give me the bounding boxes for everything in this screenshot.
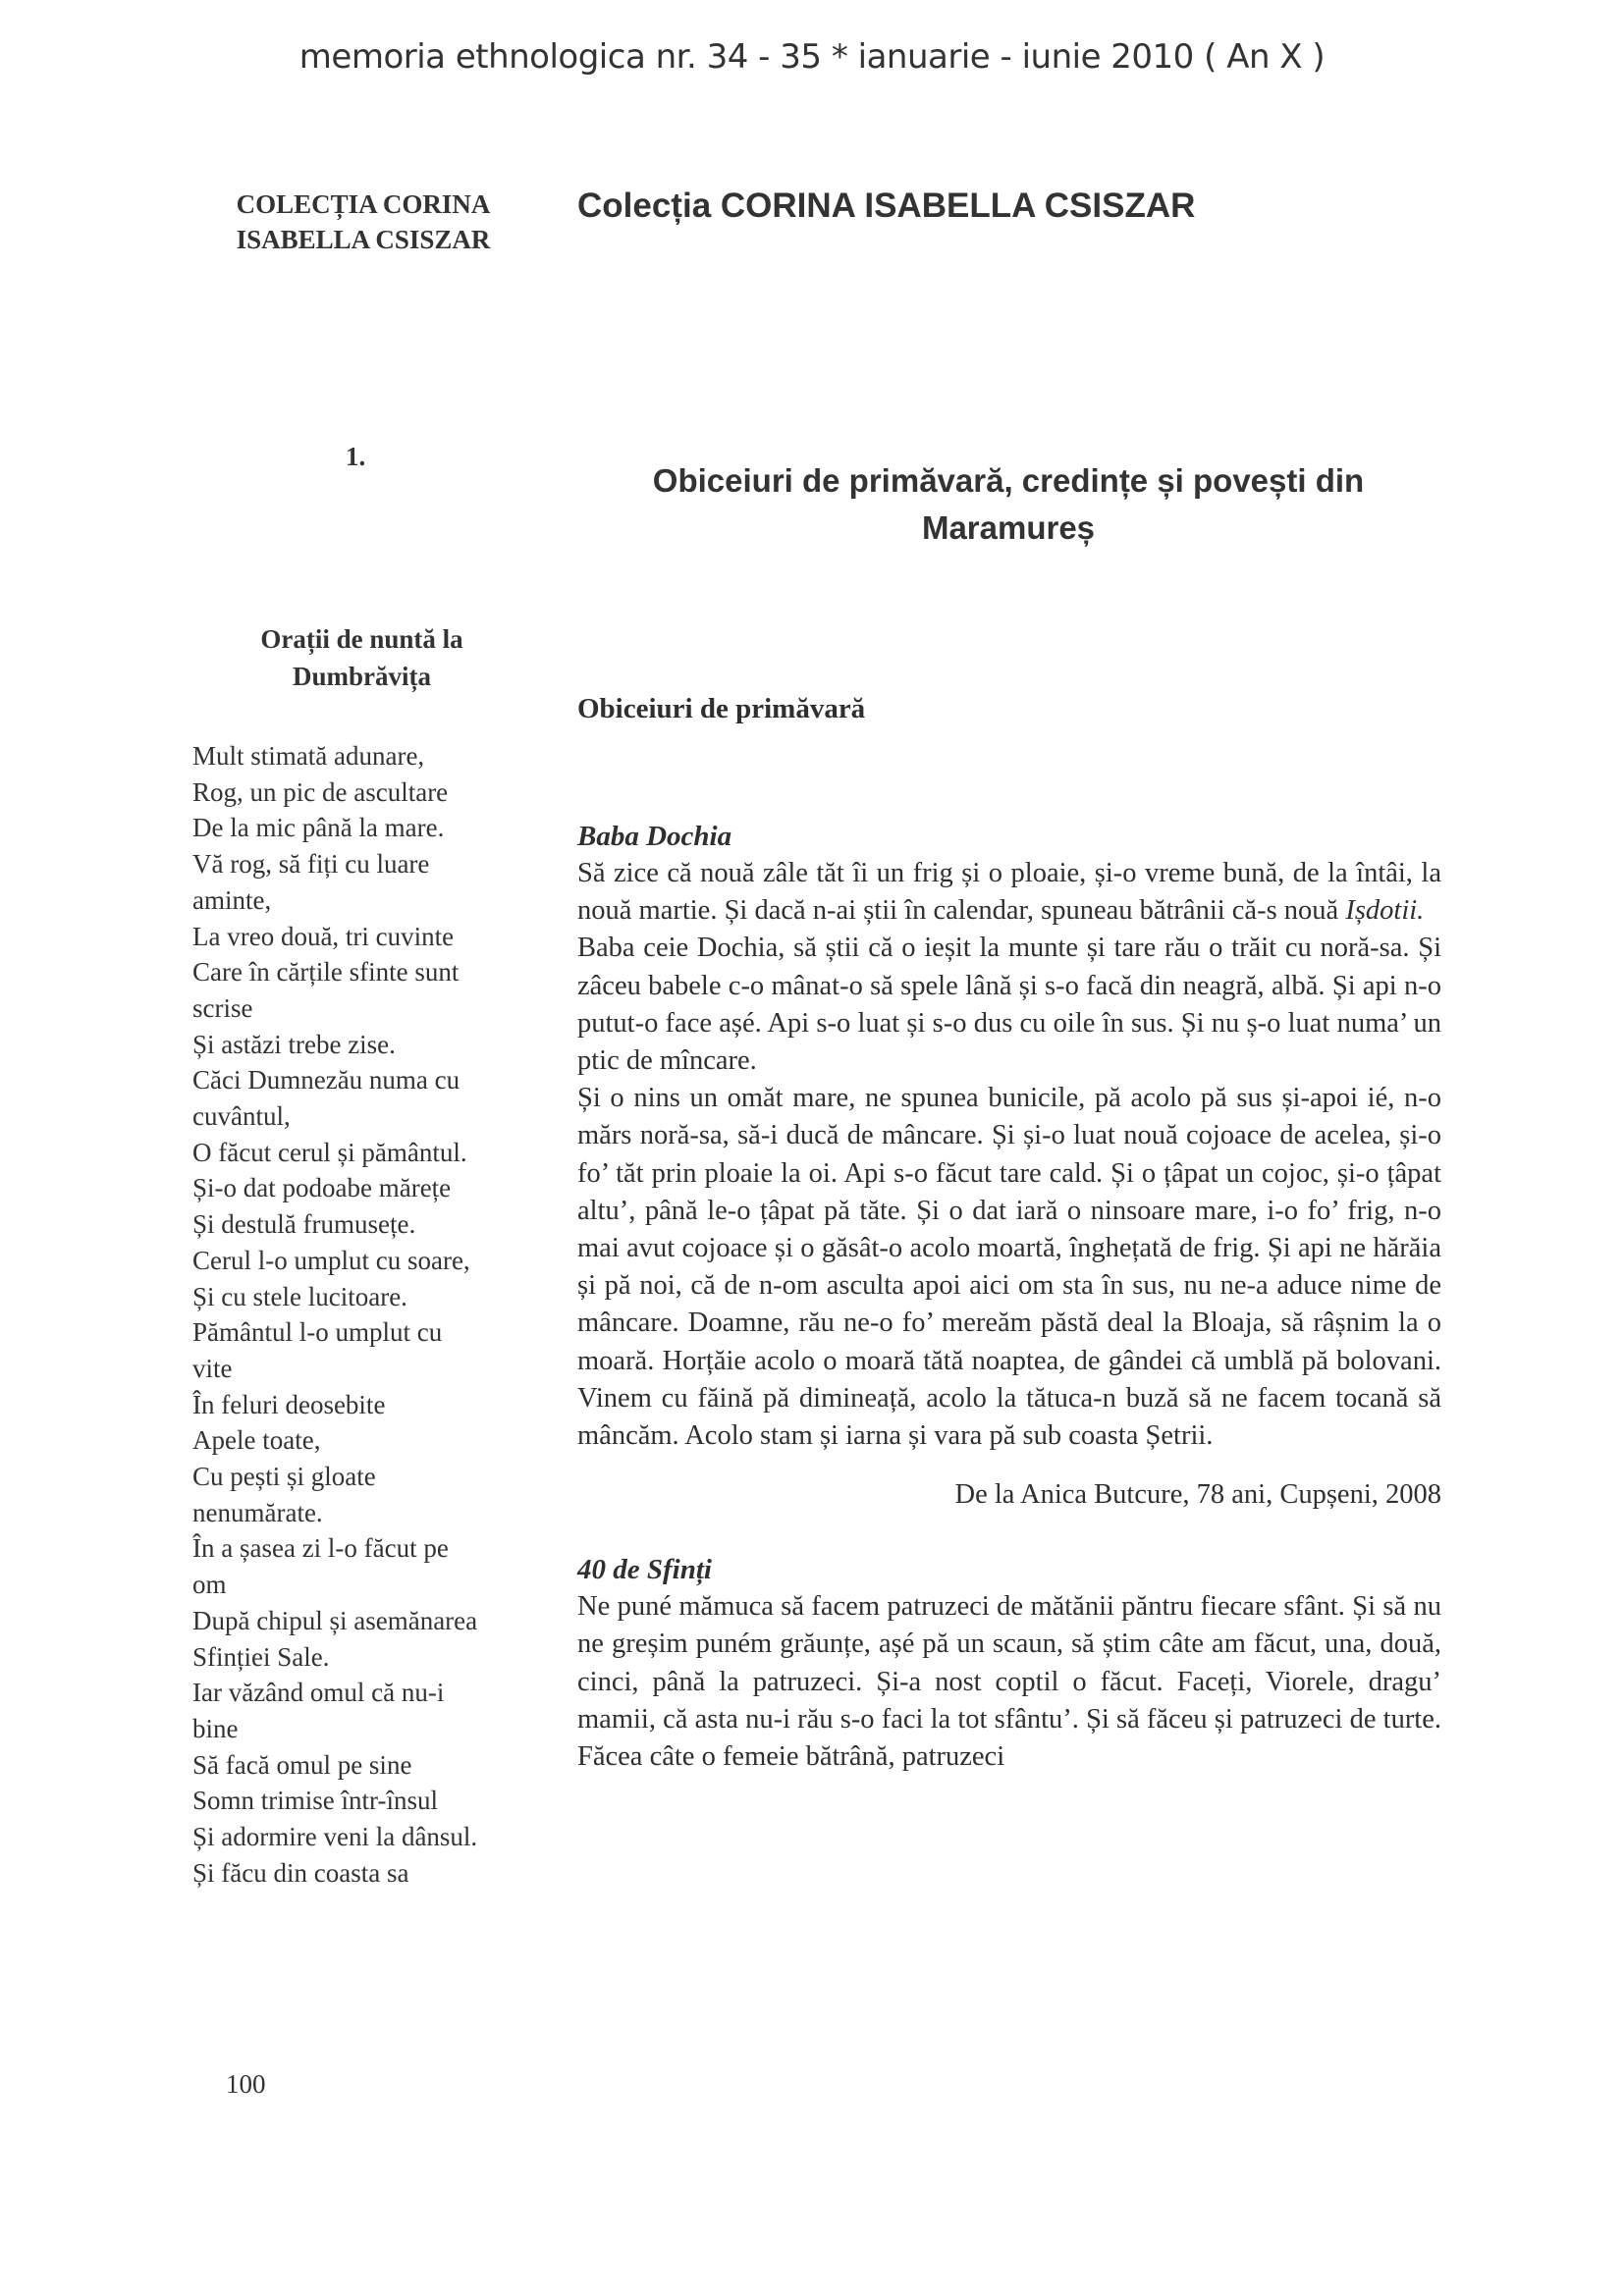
story-source: De la Anica Butcure, 78 ani, Cupșeni, 2008 [954, 1479, 1441, 1511]
poem-line: Și astăzi trebe zise. [192, 1029, 396, 1059]
article-title-line: Obiceiuri de primăvară, credințe și povești din [652, 462, 1365, 499]
story-title: Baba Dochia [577, 821, 732, 852]
poem-line: Sfinției Sale. [192, 1641, 330, 1672]
poem-title-line: Dumbrăvița [293, 662, 431, 691]
poem-line: De la mic până la mare. [192, 813, 445, 843]
poem-line: În feluri deosebite [192, 1389, 386, 1419]
poem-line: Rog, un pic de ascultare [192, 776, 449, 807]
poem-title [192, 620, 531, 695]
poem-line: Și făcu din coasta sa [192, 1857, 409, 1888]
poem-line: nenumărate. [192, 1497, 323, 1527]
poem-line: Și cu stele lucitoare. [192, 1281, 407, 1311]
poem-line: vite [192, 1353, 233, 1383]
story-40-sfinti [577, 1551, 1441, 1776]
article-title [577, 457, 1439, 552]
sidebar-collection-line: ISABELLA CSISZAR [236, 225, 491, 254]
sidebar-collection-line: COLECȚIA CORINA [236, 189, 491, 219]
poem-line: cuvântul, [192, 1101, 291, 1132]
poem-line: Să facă omul pe sine [192, 1749, 412, 1780]
poem-line: Și adormire veni la dânsul. [192, 1822, 478, 1852]
poem-line: Care în cărțile sfinte sunt [192, 957, 460, 988]
story-title: 40 de Sfinți [577, 1554, 712, 1586]
poem-line: bine [192, 1713, 239, 1743]
item-number: 1. [346, 442, 366, 471]
story-paragraph: Ne puné mămuca să facem patruzeci de mătănii păntru fiecare sfânt. Și să nu ne greșim puném grăunțe, așé pă un scaun, să știm câte am făcut, una, două, cinci, până la patruzeci. Și-a nost coptil o făcut. Faceți, Viorele, dragu’ mamii, că asta nu-i rău s-o faci la tot sfântu’. Și să făceu și patruzeci de turte. Făcea câte o femeie bătrână, patruzeci [577, 1591, 1441, 1773]
story-baba-dochia [577, 818, 1441, 1514]
poem-line: Pământul l-o umplut cu [192, 1317, 443, 1348]
article-title-line: Maramureș [921, 509, 1096, 546]
poem-line: Apele toate, [192, 1425, 321, 1456]
poem-line: După chipul și asemănarea [192, 1605, 478, 1635]
section-heading: Obiceiuri de primăvară [577, 693, 866, 724]
poem-line: O făcut cerul și pământul. [192, 1137, 467, 1167]
italic-term: Ișdotii. [1345, 895, 1425, 927]
poem-line: Vă rog, să fiți cu luare [192, 849, 430, 880]
running-header: memoria ethnologica nr. 34 - 35 * ianuarie - iunie 2010 ( An X ) [298, 37, 1326, 77]
poem-column [192, 620, 531, 1892]
paragraph-text: Să zice că nouă zâle tăt îi un frig și o ploaie, și-o vreme bună, de la întâi, la nouă martie. Și dacă n-ai știi în calendar, spuneau bătrânii că-s nouă [577, 858, 1441, 927]
poem-line: aminte, [192, 884, 272, 915]
poem-line: Mult stimată adunare, [192, 741, 425, 771]
story-paragraph: Baba ceie Dochia, să știi că o ieșit la munte și tare rău o trăit cu noră-sa. Și zâceu babele c-o mânat-o să spele lână și s-o facă din neagră, albă. Și api n-o putut-o face așé. Api s-o luat și s-o dus cu oile în sus. Și nu ș-o luat numa’ un ptic de mîncare. [577, 933, 1441, 1077]
sidebar-collection-title [196, 187, 530, 257]
page-number: 100 [226, 2069, 266, 2099]
poem-title-line: Orații de nuntă la [260, 624, 463, 654]
main-text-column [577, 693, 1441, 1776]
poem-line: Iar văzând omul că nu-i [192, 1678, 445, 1708]
poem-line: Somn trimise într-însul [192, 1786, 438, 1816]
poem-line: La vreo două, tri cuvinte [192, 921, 455, 951]
poem-line: Și-o dat podoabe mărețe [192, 1173, 452, 1203]
poem-line: Cerul l-o umplut cu soare, [192, 1245, 470, 1275]
poem-line: om [192, 1570, 227, 1600]
story-paragraph: Și o nins un omăt mare, ne spunea bunicile, pă acolo pă sus și-apoi ié, n-o mărs noră-sa, să-i ducă de mâncare. Și și-o luat nouă cojoace de acelea, și-o fo’ tăt prin ploaie la oi. Api s-o făcut tare cald. Și o țâpat un cojoc, și-o țâpat altu’, până le-o țâpat pă tăte. Și o dat iară o ninsoare mare, i-o fo’ frig, n-o mai avut cojoace și o găsât-o acolo moartă, înghețată de frig. Și api ne hărăia și pă noi, că de n-om asculta apoi aici om sta în sus, nu ne-a aduce nime de mâncare. Doamne, rău ne-o fo’ mereăm păstă deal la Bloaja, să râșnim la o moară. Horțăie acolo o moară tătă noaptea, de gândei că umblă pă bolovani. Vinem cu făină pă dimineață, acolo la tătuca-n buză să ne facem tocană să mâncăm. Acolo stam și iarna și vara pă sub coasta Șetrii. [577, 1083, 1441, 1452]
poem-line: scrise [192, 992, 253, 1023]
collection-title: Colecția CORINA ISABELLA CSISZAR [577, 187, 1196, 225]
poem-line: În a șasea zi l-o făcut pe [192, 1533, 449, 1564]
poem-lines [192, 738, 531, 1892]
poem-line: Și destulă frumusețe. [192, 1209, 416, 1240]
poem-line: Căci Dumnezău numa cu [192, 1065, 460, 1095]
story-paragraph [577, 855, 1441, 930]
poem-line: Cu pești și gloate [192, 1462, 376, 1492]
